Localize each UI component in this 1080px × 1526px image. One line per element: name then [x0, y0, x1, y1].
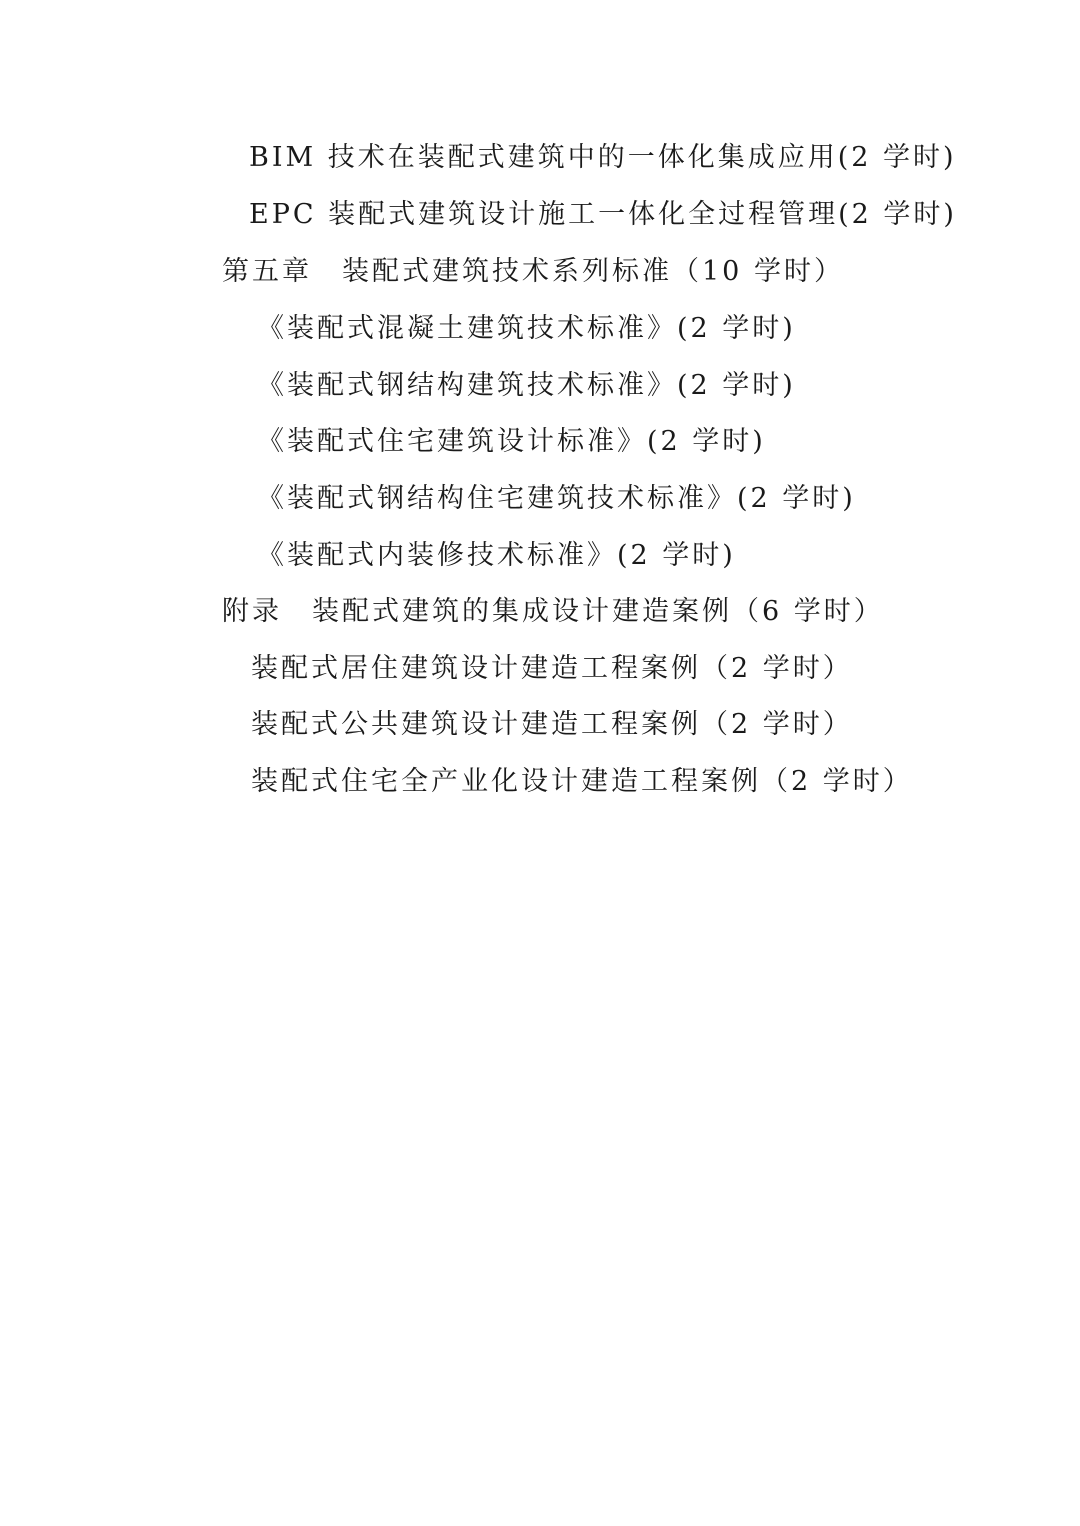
standard-item-interior: 《装配式内装修技术标准》(2 学时)	[257, 540, 736, 571]
case-item-industrialized: 装配式住宅全产业化设计建造工程案例（2 学时）	[251, 766, 913, 797]
course-item-epc: EPC 装配式建筑设计施工一体化全过程管理(2 学时)	[249, 199, 957, 230]
standard-item-concrete: 《装配式混凝土建筑技术标准》(2 学时)	[257, 313, 796, 344]
appendix-heading: 附录 装配式建筑的集成设计建造案例（6 学时）	[222, 596, 884, 627]
case-item-residential: 装配式居住建筑设计建造工程案例（2 学时）	[251, 653, 853, 684]
standard-item-steel-residential: 《装配式钢结构住宅建筑技术标准》(2 学时)	[257, 483, 856, 514]
standard-item-steel: 《装配式钢结构建筑技术标准》(2 学时)	[257, 370, 796, 401]
case-item-public: 装配式公共建筑设计建造工程案例（2 学时）	[251, 709, 853, 740]
chapter-five-heading: 第五章 装配式建筑技术系列标准（10 学时）	[222, 256, 844, 287]
standard-item-residential: 《装配式住宅建筑设计标准》(2 学时)	[257, 426, 766, 457]
course-item-bim: BIM 技术在装配式建筑中的一体化集成应用(2 学时)	[249, 142, 957, 173]
